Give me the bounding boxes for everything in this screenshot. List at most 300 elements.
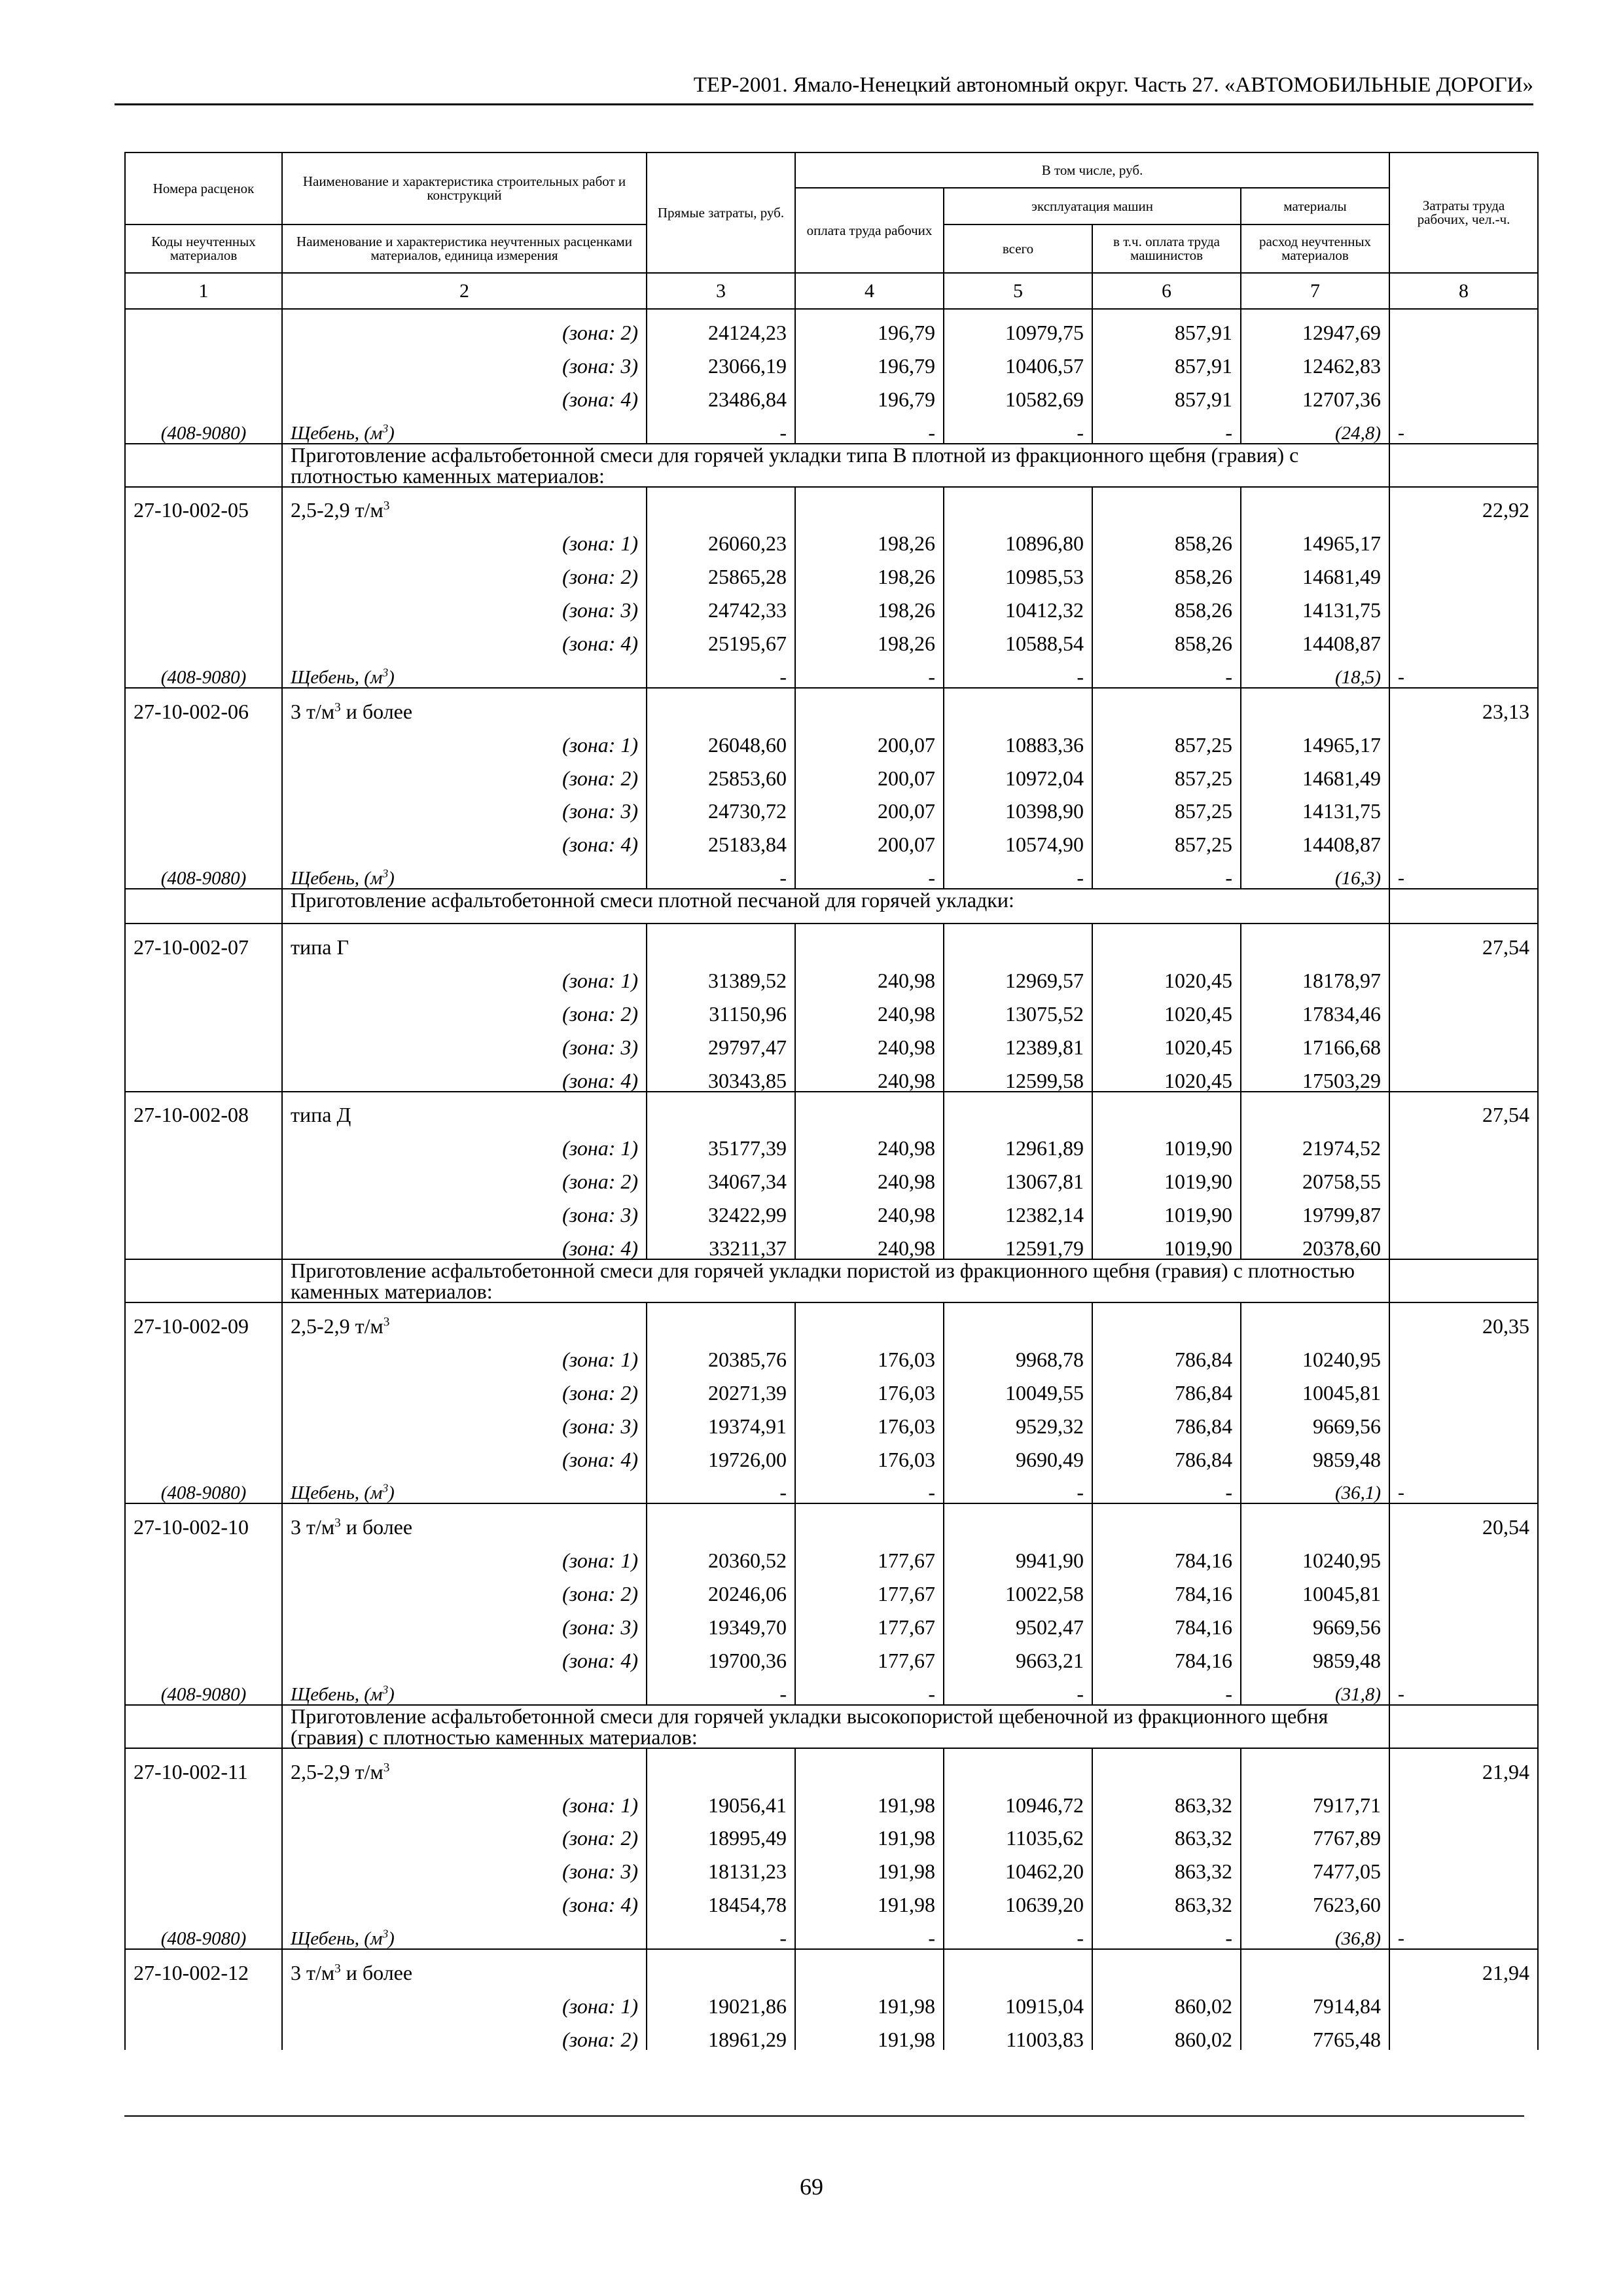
empty-cell — [647, 1503, 795, 1537]
machines-total: 9941,90 — [944, 1537, 1092, 1571]
empty-cell — [1389, 376, 1538, 410]
running-header — [115, 73, 1533, 103]
unit-text: 3 т/м — [291, 1960, 335, 1984]
dash-cell: - — [944, 1470, 1092, 1504]
section-heading-row — [125, 889, 1538, 924]
direct-cost: 30343,85 — [647, 1058, 795, 1092]
materials-cost: 14131,75 — [1241, 789, 1389, 822]
dash-cell: - — [944, 855, 1092, 889]
empty-cell — [125, 1437, 282, 1470]
materials-group-header: материалы — [1241, 188, 1389, 224]
empty-cell — [1092, 924, 1241, 958]
machines-total: 10398,90 — [944, 789, 1092, 822]
zone-row — [125, 1403, 1538, 1437]
materials-cost: 10045,81 — [1241, 1370, 1389, 1403]
empty-cell — [125, 620, 282, 654]
zone-label: (зона: 1) — [282, 722, 647, 755]
machines-total: 11035,62 — [944, 1816, 1092, 1849]
empty-cell — [795, 1092, 944, 1126]
material-quantity: (16,3) — [1241, 855, 1389, 889]
empty-cell — [795, 1503, 944, 1537]
empty-cell — [1389, 587, 1538, 620]
empty-cell — [125, 1571, 282, 1604]
zone-row — [125, 1816, 1538, 1849]
workers-pay: 191,98 — [795, 1848, 944, 1882]
zone-label: (зона: 2) — [282, 554, 647, 587]
direct-cost: 19374,91 — [647, 1403, 795, 1437]
operators-pay: 786,84 — [1092, 1403, 1241, 1437]
empty-cell — [647, 1748, 795, 1782]
direct-cost: 33211,37 — [647, 1225, 795, 1259]
unit-exponent: 3 — [382, 1927, 389, 1941]
rate-item-row — [125, 1092, 1538, 1126]
column-number: 8 — [1389, 273, 1538, 309]
unit-text: 3 т/м — [291, 699, 335, 723]
empty-cell — [1389, 958, 1538, 991]
zone-row — [125, 958, 1538, 991]
empty-cell — [1389, 1882, 1538, 1915]
labor-cost: 22,92 — [1389, 487, 1538, 521]
direct-cost: 25183,84 — [647, 821, 795, 855]
empty-cell — [125, 1537, 282, 1571]
workers-pay: 177,67 — [795, 1571, 944, 1604]
materials-cost: 17166,68 — [1241, 1024, 1389, 1058]
direct-cost: 31389,52 — [647, 958, 795, 991]
dash-cell: - — [647, 1470, 795, 1504]
empty-cell — [125, 1259, 282, 1302]
zone-label: (зона: 2) — [282, 1571, 647, 1604]
zone-row — [125, 1537, 1538, 1571]
zone-row — [125, 1158, 1538, 1192]
workers-pay: 240,98 — [795, 1125, 944, 1158]
unit-exponent: 3 — [334, 700, 341, 715]
machines-total: 10979,75 — [944, 309, 1092, 343]
rate-code: 27-10-002-09 — [125, 1302, 282, 1336]
zone-label: (зона: 2) — [282, 991, 647, 1024]
table-bottom-border — [124, 2115, 1524, 2117]
unit-suffix: ) — [388, 1482, 395, 1504]
dash-cell: - — [1092, 855, 1241, 889]
empty-cell — [647, 1302, 795, 1336]
col6-header: в т.ч. оплата труда машинистов — [1092, 224, 1241, 273]
material-name — [282, 654, 647, 688]
price-table — [124, 152, 1539, 2050]
dash-cell: - — [795, 1671, 944, 1705]
workers-pay: 177,67 — [795, 1537, 944, 1571]
direct-cost: 20385,76 — [647, 1336, 795, 1370]
machines-total: 9502,47 — [944, 1604, 1092, 1638]
machines-total: 12599,58 — [944, 1058, 1092, 1092]
empty-cell — [125, 1225, 282, 1259]
empty-cell — [125, 1024, 282, 1058]
dash-cell: - — [944, 1671, 1092, 1705]
empty-cell — [944, 1748, 1092, 1782]
empty-cell — [125, 722, 282, 755]
direct-cost: 18961,29 — [647, 2017, 795, 2050]
material-name — [282, 1671, 647, 1705]
dash-cell: - — [1389, 1671, 1538, 1705]
empty-cell — [1389, 1638, 1538, 1671]
dash-cell: - — [795, 1470, 944, 1504]
direct-cost: 20360,52 — [647, 1537, 795, 1571]
machines-total: 13075,52 — [944, 991, 1092, 1024]
empty-cell — [125, 789, 282, 822]
empty-cell — [1389, 1158, 1538, 1192]
rate-name — [282, 1748, 647, 1782]
empty-cell — [125, 889, 282, 924]
empty-cell — [1241, 1949, 1389, 1983]
machines-total: 12591,79 — [944, 1225, 1092, 1259]
operators-pay: 863,32 — [1092, 1848, 1241, 1882]
unit-text: типа Г — [291, 935, 349, 960]
operators-pay: 863,32 — [1092, 1816, 1241, 1849]
dash-cell: - — [795, 855, 944, 889]
empty-cell — [125, 1125, 282, 1158]
zone-label: (зона: 3) — [282, 1848, 647, 1882]
zone-row — [125, 1225, 1538, 1259]
operators-pay: 786,84 — [1092, 1370, 1241, 1403]
zone-row — [125, 722, 1538, 755]
empty-cell — [795, 688, 944, 722]
unit-exponent: 3 — [382, 1683, 389, 1696]
empty-cell — [944, 1302, 1092, 1336]
direct-cost: 29797,47 — [647, 1024, 795, 1058]
empty-cell — [1092, 688, 1241, 722]
material-quantity: (18,5) — [1241, 654, 1389, 688]
rate-name — [282, 924, 647, 958]
machines-total: 10896,80 — [944, 520, 1092, 554]
unit-suffix: и более — [340, 1515, 413, 1539]
empty-cell — [1389, 1848, 1538, 1882]
unit-exponent: 3 — [382, 1481, 389, 1495]
empty-cell — [1389, 991, 1538, 1024]
empty-cell — [1241, 487, 1389, 521]
direct-cost: 19021,86 — [647, 1983, 795, 2017]
rate-code: 27-10-002-06 — [125, 688, 282, 722]
dash-cell: - — [647, 410, 795, 444]
direct-cost: 25865,28 — [647, 554, 795, 587]
zone-label: (зона: 2) — [282, 1370, 647, 1403]
unit-text: Щебень, (м — [291, 666, 383, 688]
labor-cost: 27,54 — [1389, 924, 1538, 958]
dash-cell: - — [647, 1915, 795, 1949]
empty-cell — [1389, 1705, 1538, 1748]
workers-pay: 177,67 — [795, 1604, 944, 1638]
zone-label: (зона: 3) — [282, 1024, 647, 1058]
empty-cell — [1241, 1748, 1389, 1782]
materials-cost: 7914,84 — [1241, 1983, 1389, 2017]
operators-pay: 786,84 — [1092, 1336, 1241, 1370]
rate-code: 27-10-002-10 — [125, 1503, 282, 1537]
empty-cell — [944, 688, 1092, 722]
column-number: 4 — [795, 273, 944, 309]
rate-name — [282, 1302, 647, 1336]
empty-cell — [647, 487, 795, 521]
empty-cell — [1389, 889, 1538, 924]
machines-total: 10574,90 — [944, 821, 1092, 855]
direct-cost: 20271,39 — [647, 1370, 795, 1403]
workers-pay: 196,79 — [795, 343, 944, 376]
empty-cell — [1389, 343, 1538, 376]
materials-cost: 10045,81 — [1241, 1571, 1389, 1604]
column-number: 3 — [647, 273, 795, 309]
materials-cost: 14965,17 — [1241, 722, 1389, 755]
labor-cost: 20,54 — [1389, 1503, 1538, 1537]
operators-pay: 860,02 — [1092, 2017, 1241, 2050]
workers-pay: 191,98 — [795, 1816, 944, 1849]
zone-label: (зона: 1) — [282, 1125, 647, 1158]
machines-total: 10022,58 — [944, 1571, 1092, 1604]
dash-cell: - — [795, 654, 944, 688]
machines-group-header: эксплуатация машин — [944, 188, 1241, 224]
col7-header: расход неучтенных материалов — [1241, 224, 1389, 273]
empty-cell — [1389, 2017, 1538, 2050]
empty-cell — [944, 1949, 1092, 1983]
zone-row — [125, 587, 1538, 620]
unit-suffix: ) — [388, 666, 395, 688]
material-code: (408-9080) — [125, 1671, 282, 1705]
zone-label: (зона: 1) — [282, 520, 647, 554]
col3-header: Прямые затраты, руб. — [647, 152, 795, 273]
col5-header: всего — [944, 224, 1092, 273]
zone-row — [125, 309, 1538, 343]
empty-cell — [1389, 444, 1538, 487]
empty-cell — [1389, 1336, 1538, 1370]
workers-pay: 240,98 — [795, 1225, 944, 1259]
direct-cost: 23486,84 — [647, 376, 795, 410]
zone-label: (зона: 1) — [282, 1336, 647, 1370]
empty-cell — [125, 309, 282, 343]
empty-cell — [944, 1092, 1092, 1126]
materials-cost: 10240,95 — [1241, 1336, 1389, 1370]
empty-cell — [125, 1848, 282, 1882]
empty-cell — [1389, 520, 1538, 554]
column-number: 7 — [1241, 273, 1389, 309]
dash-cell: - — [1389, 855, 1538, 889]
unit-exponent: 3 — [382, 867, 389, 880]
labor-cost: 20,35 — [1389, 1302, 1538, 1336]
workers-pay: 176,03 — [795, 1403, 944, 1437]
dash-cell: - — [647, 654, 795, 688]
workers-pay: 200,07 — [795, 789, 944, 822]
empty-cell — [1389, 1225, 1538, 1259]
operators-pay: 857,25 — [1092, 722, 1241, 755]
operators-pay: 784,16 — [1092, 1537, 1241, 1571]
unit-text: 3 т/м — [291, 1515, 335, 1539]
unit-suffix: ) — [388, 868, 395, 889]
rate-name — [282, 688, 647, 722]
materials-cost: 17503,29 — [1241, 1058, 1389, 1092]
column-number: 5 — [944, 273, 1092, 309]
zone-label: (зона: 2) — [282, 309, 647, 343]
zone-row — [125, 1882, 1538, 1915]
empty-cell — [1389, 1259, 1538, 1302]
zone-row — [125, 1336, 1538, 1370]
col8-header: Затраты труда рабочих, чел.-ч. — [1389, 152, 1538, 273]
operators-pay: 858,26 — [1092, 520, 1241, 554]
section-heading-row — [125, 444, 1538, 487]
dash-cell: - — [1092, 654, 1241, 688]
unit-exponent: 3 — [334, 1962, 341, 1976]
direct-cost: 24730,72 — [647, 789, 795, 822]
empty-cell — [1389, 1437, 1538, 1470]
direct-cost: 32422,99 — [647, 1192, 795, 1225]
materials-cost: 7477,05 — [1241, 1848, 1389, 1882]
zone-label: (зона: 1) — [282, 1983, 647, 2017]
operators-pay: 857,25 — [1092, 755, 1241, 789]
materials-cost: 7765,48 — [1241, 2017, 1389, 2050]
empty-cell — [1389, 1370, 1538, 1403]
operators-pay: 863,32 — [1092, 1782, 1241, 1816]
empty-cell — [125, 1058, 282, 1092]
zone-row — [125, 821, 1538, 855]
empty-cell — [125, 1336, 282, 1370]
machines-total: 10946,72 — [944, 1782, 1092, 1816]
page-number: 69 — [800, 2174, 823, 2200]
machines-total: 13067,81 — [944, 1158, 1092, 1192]
empty-cell — [125, 2017, 282, 2050]
machines-total: 10639,20 — [944, 1882, 1092, 1915]
operators-pay: 863,32 — [1092, 1882, 1241, 1915]
workers-pay: 200,07 — [795, 755, 944, 789]
direct-cost: 25195,67 — [647, 620, 795, 654]
machines-total: 10462,20 — [944, 1848, 1092, 1882]
machines-total: 9968,78 — [944, 1336, 1092, 1370]
materials-cost: 7767,89 — [1241, 1816, 1389, 1849]
section-heading-row — [125, 1259, 1538, 1302]
empty-cell — [795, 487, 944, 521]
empty-cell — [1389, 722, 1538, 755]
machines-total: 12389,81 — [944, 1024, 1092, 1058]
rate-item-row — [125, 924, 1538, 958]
machines-total: 11003,83 — [944, 2017, 1092, 2050]
unit-suffix: ) — [388, 422, 395, 444]
direct-cost: 26048,60 — [647, 722, 795, 755]
zone-label: (зона: 2) — [282, 755, 647, 789]
material-name — [282, 855, 647, 889]
unit-text: типа Д — [291, 1103, 351, 1127]
empty-cell — [1389, 1058, 1538, 1092]
machines-total: 12382,14 — [944, 1192, 1092, 1225]
dash-cell: - — [944, 1915, 1092, 1949]
zone-row — [125, 1024, 1538, 1058]
empty-cell — [125, 821, 282, 855]
machines-total: 12969,57 — [944, 958, 1092, 991]
empty-cell — [125, 554, 282, 587]
zone-row — [125, 1192, 1538, 1225]
machines-total: 10412,32 — [944, 587, 1092, 620]
machines-total: 9690,49 — [944, 1437, 1092, 1470]
direct-cost: 19700,36 — [647, 1638, 795, 1671]
material-quantity: (31,8) — [1241, 1671, 1389, 1705]
materials-cost: 14408,87 — [1241, 821, 1389, 855]
rate-name — [282, 487, 647, 521]
material-name — [282, 410, 647, 444]
material-code: (408-9080) — [125, 855, 282, 889]
empty-cell — [795, 1748, 944, 1782]
labor-cost: 21,94 — [1389, 1748, 1538, 1782]
direct-cost: 18131,23 — [647, 1848, 795, 1882]
machines-total: 10883,36 — [944, 722, 1092, 755]
material-row — [125, 1915, 1538, 1949]
direct-cost: 25853,60 — [647, 755, 795, 789]
machines-total: 10972,04 — [944, 755, 1092, 789]
workers-pay: 191,98 — [795, 1882, 944, 1915]
direct-cost: 19056,41 — [647, 1782, 795, 1816]
materials-cost: 9859,48 — [1241, 1437, 1389, 1470]
materials-cost: 12947,69 — [1241, 309, 1389, 343]
operators-pay: 1020,45 — [1092, 1024, 1241, 1058]
unit-text: Щебень, (м — [291, 1683, 383, 1705]
zone-row — [125, 520, 1538, 554]
rate-item-row — [125, 688, 1538, 722]
material-row — [125, 855, 1538, 889]
zone-label: (зона: 1) — [282, 958, 647, 991]
workers-pay: 240,98 — [795, 1058, 944, 1092]
included-group-header: В том числе, руб. — [795, 152, 1389, 188]
direct-cost: 20246,06 — [647, 1571, 795, 1604]
material-code: (408-9080) — [125, 654, 282, 688]
zone-row — [125, 1983, 1538, 2017]
empty-cell — [795, 1949, 944, 1983]
empty-cell — [125, 991, 282, 1024]
zone-label: (зона: 2) — [282, 1816, 647, 1849]
workers-pay: 176,03 — [795, 1336, 944, 1370]
document-title: ТЕР-2001. Ямало-Ненецкий автономный округ. Часть 27. «АВТОМОБИЛЬНЫЕ ДОРОГИ» — [693, 73, 1533, 97]
dash-cell: - — [944, 654, 1092, 688]
dash-cell: - — [647, 855, 795, 889]
unit-text: Щебень, (м — [291, 1928, 383, 1950]
machines-total: 10915,04 — [944, 1983, 1092, 2017]
zone-label: (зона: 2) — [282, 1158, 647, 1192]
empty-cell — [1241, 688, 1389, 722]
material-row — [125, 1470, 1538, 1504]
direct-cost: 19726,00 — [647, 1437, 795, 1470]
unit-exponent: 3 — [334, 1516, 341, 1530]
operators-pay: 1020,45 — [1092, 991, 1241, 1024]
dash-cell: - — [647, 1671, 795, 1705]
empty-cell — [125, 1638, 282, 1671]
unit-exponent: 3 — [382, 666, 389, 679]
zone-row — [125, 343, 1538, 376]
workers-pay: 240,98 — [795, 958, 944, 991]
materials-cost: 10240,95 — [1241, 1537, 1389, 1571]
empty-cell — [1241, 1092, 1389, 1126]
direct-cost: 18995,49 — [647, 1816, 795, 1849]
empty-cell — [125, 958, 282, 991]
zone-row — [125, 1058, 1538, 1092]
dash-cell: - — [1389, 410, 1538, 444]
direct-cost: 18454,78 — [647, 1882, 795, 1915]
section-heading: Приготовление асфальтобетонной смеси плотной песчаной для горячей укладки: — [282, 889, 1389, 924]
machines-total: 10406,57 — [944, 343, 1092, 376]
unit-text: Щебень, (м — [291, 1482, 383, 1504]
rate-code: 27-10-002-12 — [125, 1949, 282, 1983]
zone-row — [125, 620, 1538, 654]
direct-cost: 35177,39 — [647, 1125, 795, 1158]
workers-pay: 198,26 — [795, 554, 944, 587]
materials-cost: 20758,55 — [1241, 1158, 1389, 1192]
materials-cost: 21974,52 — [1241, 1125, 1389, 1158]
operators-pay: 784,16 — [1092, 1638, 1241, 1671]
empty-cell — [795, 1302, 944, 1336]
empty-cell — [1389, 1403, 1538, 1437]
zone-label: (зона: 3) — [282, 343, 647, 376]
unit-exponent: 3 — [382, 421, 389, 435]
direct-cost: 19349,70 — [647, 1604, 795, 1638]
col1-header-top: Номера расценок — [125, 152, 282, 224]
empty-cell — [125, 520, 282, 554]
